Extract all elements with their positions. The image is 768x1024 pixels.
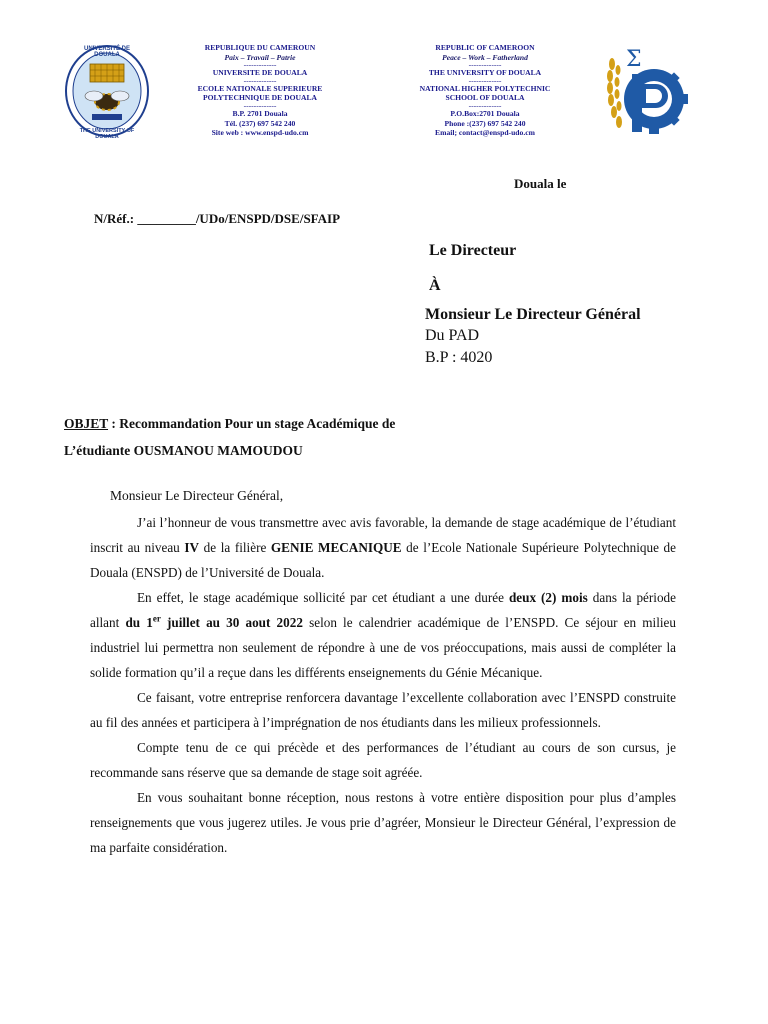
recipient-bp: B.P : 4020 (425, 349, 493, 366)
date-line: Douala le (514, 176, 567, 191)
subject-text: : Recommandation Pour un stage Académique de (108, 416, 396, 431)
recipient-org: Du PAD (425, 327, 480, 344)
header-fr-school-1: ECOLE NATIONALE SUPERIEURE (197, 83, 323, 93)
paragraph-5: En vous souhaitant bonne réception, nous restons à votre entière disposition pour plus d’amples renseignements que vous jugerez utiles. Je vous prie d’agréer, Monsieur le Directeur Général, l’expression de ma parfaite considération. (90, 790, 676, 855)
header-en-phone: Phone :(237) 697 542 240 (444, 118, 526, 128)
enspd-logo (602, 44, 692, 140)
letter-body (90, 510, 676, 860)
p1-field: GENIE MECANIQUE (270, 540, 402, 555)
p2-period-end: juillet au 30 aout 2022 (160, 615, 303, 630)
p1-text: de l’Ecole Nationale Supérieure Polytechnique de Douala (ENSPD) de l’Université de Douala. (90, 540, 677, 580)
sender-title: Le Directeur (429, 242, 517, 259)
header-fr-bp: B.P. 2701 Douala (232, 108, 288, 118)
reference-number: N/Réf.: _________/UDo/ENSPD/DSE/SFAIP (94, 211, 341, 226)
recipient-name: Monsieur Le Directeur Général (425, 306, 641, 323)
paragraph-2 (90, 585, 676, 685)
header-en-university: THE UNIVERSITY OF DOUALA (428, 68, 542, 78)
subject-label: OBJET (64, 416, 109, 431)
salutation: Monsieur Le Directeur Général, (110, 488, 284, 503)
p1-text: de la filière (199, 540, 271, 555)
header-fr-phone: Tél. (237) 697 542 240 (224, 118, 296, 128)
p2-period-sup: er (152, 613, 161, 624)
p1-level: IV (184, 540, 200, 555)
subject-line (64, 416, 395, 432)
address-a: À (429, 277, 441, 294)
p2-text: dans la période allant (90, 590, 676, 630)
header-fr-university: UNIVERSITE DE DOUALA (212, 68, 308, 78)
header-en-school-1: NATIONAL HIGHER POLYTECHNIC (419, 83, 551, 93)
header-en-email: Email; contact@enspd-udo.cm (435, 128, 535, 138)
header-fr-separator: ------------- (243, 100, 277, 110)
logo-text-bottom: THE UNIVERSITY OF DOUALA (79, 128, 135, 140)
header-fr-republic: REPUBLIQUE DU CAMEROUN (204, 43, 316, 52)
header-en-school-2: SCHOOL OF DOUALA (445, 93, 525, 103)
header-fr-school-2: POLYTECHNIQUE DE DOUALA (202, 93, 318, 103)
header-english (390, 43, 580, 138)
header-fr-motto: Paix – Travail – Patrie (224, 52, 296, 62)
header-en-republic: REPUBLIC OF CAMEROON (435, 43, 535, 52)
header-fr-separator: ------------- (243, 75, 277, 85)
paragraph-4: Compte tenu de ce qui précède et des performances de l’étudiant au cours de son cursus, je recommande sans réserve que sa demande de stage soit agréée. (90, 740, 676, 780)
header-en-separator: ------------- (468, 100, 502, 110)
subject-line-2: L’étudiante OUSMANOU MAMOUDOU (64, 443, 303, 458)
paragraph-3: Ce faisant, votre entreprise renforcera davantage l’excellente collaboration avec l’ENSPD construite au fil des années et participera à l’imprégnation de nos étudiants dans les milieux professionnels. (90, 690, 676, 730)
p2-text: selon le calendrier académique de l’ENSPD. Ce séjour en milieu industriel lui permettra non seulement de répondre à une de vos préoccupations, mais aussi de compléter la solide formation qu’il a reçue dans les différents enseignements du Génie Mécanique. (90, 615, 676, 680)
p2-text: En effet, le stage académique sollicité par cet étudiant a une durée (137, 590, 509, 605)
header-en-motto: Peace – Work – Fatherland (442, 52, 528, 62)
p1-text: J’ai l’honneur de vous transmettre avec avis favorable, la demande de stage académique de l’étudiant inscrit au niveau (90, 515, 676, 555)
paragraph-1 (90, 510, 676, 585)
p2-period (125, 615, 303, 630)
header-en-pobox: P.O.Box:2701 Douala (450, 108, 520, 118)
logo-text-top: UNIVERSITÉ DE DOUALA (83, 46, 130, 58)
header-fr-website: Site web : www.enspd-udo.cm (211, 128, 309, 138)
header-fr-separator: ------------- (243, 60, 277, 70)
header-en-separator: ------------- (468, 75, 502, 85)
p2-period-start: du 1 (125, 615, 153, 630)
header-en-separator: ------------- (468, 60, 502, 70)
header-french (165, 43, 355, 138)
p2-duration: deux (2) mois (508, 590, 588, 605)
svg-text:Σ: Σ (626, 47, 642, 72)
university-of-douala-logo (64, 44, 150, 138)
